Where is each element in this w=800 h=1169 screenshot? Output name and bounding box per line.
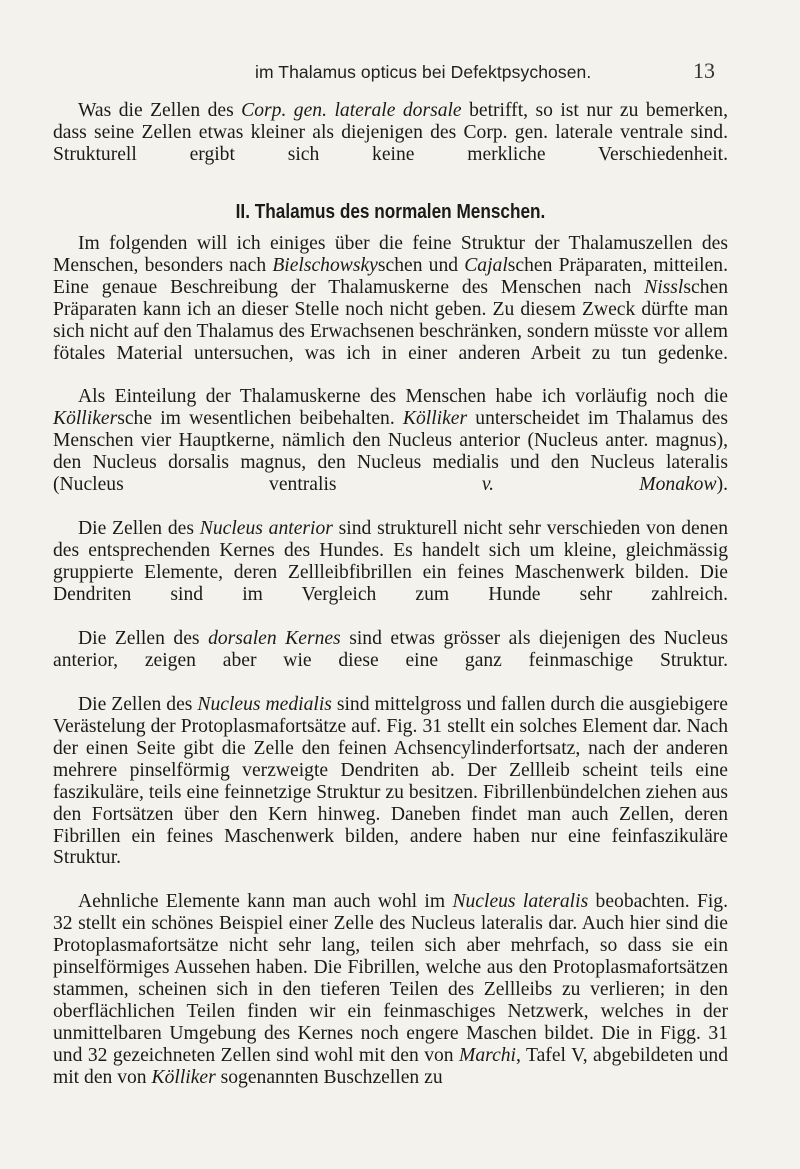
italic-run: Cajal [464,254,508,276]
text-run: sogenannten Buschzellen zu [215,1066,443,1088]
italic-run: dorsalen Kernes [208,627,341,649]
text-run: Die Zellen des [78,693,198,715]
text-run: Im folgenden will ich einiges über die feine Struktur der Thalamuszellen des Menschen, besonders nach [53,232,728,276]
text-run: Aehnliche Elemente kann man auch wohl im [78,891,453,913]
body-text [53,100,728,1089]
text-run: schen und [377,254,465,276]
running-head: im Thalamus opticus bei Defektpsychosen. [255,62,592,82]
italic-run: Corp. gen. laterale dorsale [241,100,462,121]
italic-run: Nucleus anterior [199,518,333,540]
italic-run: Nucleus medialis [197,693,332,715]
paragraph [53,518,728,628]
text-run: ). [716,474,728,496]
text-run: Als Einteilung der Thalamuskerne des Menschen habe ich vorläufig noch die [78,386,728,408]
text-run: Die Zellen des [78,518,200,540]
text-run: Was die Zellen des [78,100,242,121]
text-run: schen Präparaten, mitteilen. Eine genaue Beschreibung der Thalamuskerne des Menschen nach [53,254,728,298]
text-run: schen Präparaten kann ich an dieser Stelle noch nicht geben. Zu diesem Zweck dürfte man sich nicht auf den Thalamus des Erwachsenen beschränken, sondern müsste vor allem fötales Material untersuchen, was ich in einer anderen Arbeit zu tun gedenke. [53,276,728,364]
text-run: betrifft, so ist nur zu bemerken, dass seine Zellen etwas kleiner als diejenigen des Corp. gen. laterale ventrale sind. Strukturell ergibt sich keine merkliche Verschiedenheit. [53,100,728,165]
text-run: beobachten. Fig. 32 stellt ein schönes Beispiel einer Zelle des Nucleus lateralis dar. Auch hier sind die Protoplasmafortsätze nicht sehr lang, teilen sich aber mehrfach, so dass sie ein pinselförmiges Aussehen haben. Die Fibrillen, welche aus den Protoplasmafortsätzen stammen, scheinen sich in den tieferen Teilen des Zellleibs zu verlieren; in den oberflächlichen Teilen finden wir ein feinmaschiges Netzwerk, welches in der unmittelbaren Umgebung des Kernes noch engere Maschen bildet. Die in Figg. 31 und 32 gezeichneten Zellen sind wohl mit den von [53,891,728,1067]
italic-run: v. Monakow [481,474,717,496]
text-run: sche im wesentlichen beibehalten. [117,408,403,430]
text-run: unterscheidet im Thalamus des Menschen vier Hauptkerne, nämlich den Nucleus anterior (Nucleus anter. magnus), den Nucleus dorsalis magnus, den Nucleus medialis und den Nucleus lateralis (Nucleus ventralis [53,408,728,496]
section-heading: II. Thalamus des normalen Menschen. [235,200,546,223]
italic-run: Bielschowsky [272,254,378,276]
paragraph [53,386,728,518]
text-run: sind mittelgross und fallen durch die ausgiebigere Verästelung der Protoplasmafortsätze auf. Fig. 31 stellt ein solches Element dar. Nach der einen Seite gibt die Zelle den feinen Achsencylinderfortsatz, nach der anderen mehrere pinselförmig verzweigte Dendriten ab. Der Zellleib scheint teils eine faszikuläre, teils eine feinnetzige Struktur zu besitzen. Fibrillenbündelchen ziehen aus den Fortsätzen über den Kern hinweg. Daneben findet man auch Zellen, deren Fibrillen ein feines Maschenwerk bilden, andere haben nur eine feinfaszikuläre Struktur. [53,693,729,869]
page-number: 13 [693,58,715,83]
paragraph [53,694,728,892]
text-run: Die Zellen des [78,627,209,649]
italic-run: Nucleus lateralis [452,891,589,913]
italic-run: Kölliker [53,408,118,430]
italic-run: Kölliker [402,408,468,430]
text-run: , Tafel V, abgebildeten und mit den von [53,1045,729,1088]
paragraph [53,100,728,188]
italic-run: Nissl [644,276,684,298]
text-run: sind etwas grösser als diejenigen des Nucleus anterior, zeigen aber wie diese eine ganz feinmaschige Struktur. [53,627,728,671]
paragraph [53,891,728,1089]
paragraph [53,233,728,387]
text-run: sind strukturell nicht sehr verschieden von denen des entsprechenden Kernes des Hundes. Es handelt sich um kleine, gleichmässig gruppierte Elemente, deren Zellleibfibrillen ein feines Maschenwerk bilden. Die Dendriten sind im Vergleich zum Hunde sehr zahlreich. [53,518,729,606]
italic-run: Marchi [459,1045,517,1067]
paragraph [53,628,728,694]
italic-run: Kölliker [151,1066,216,1088]
